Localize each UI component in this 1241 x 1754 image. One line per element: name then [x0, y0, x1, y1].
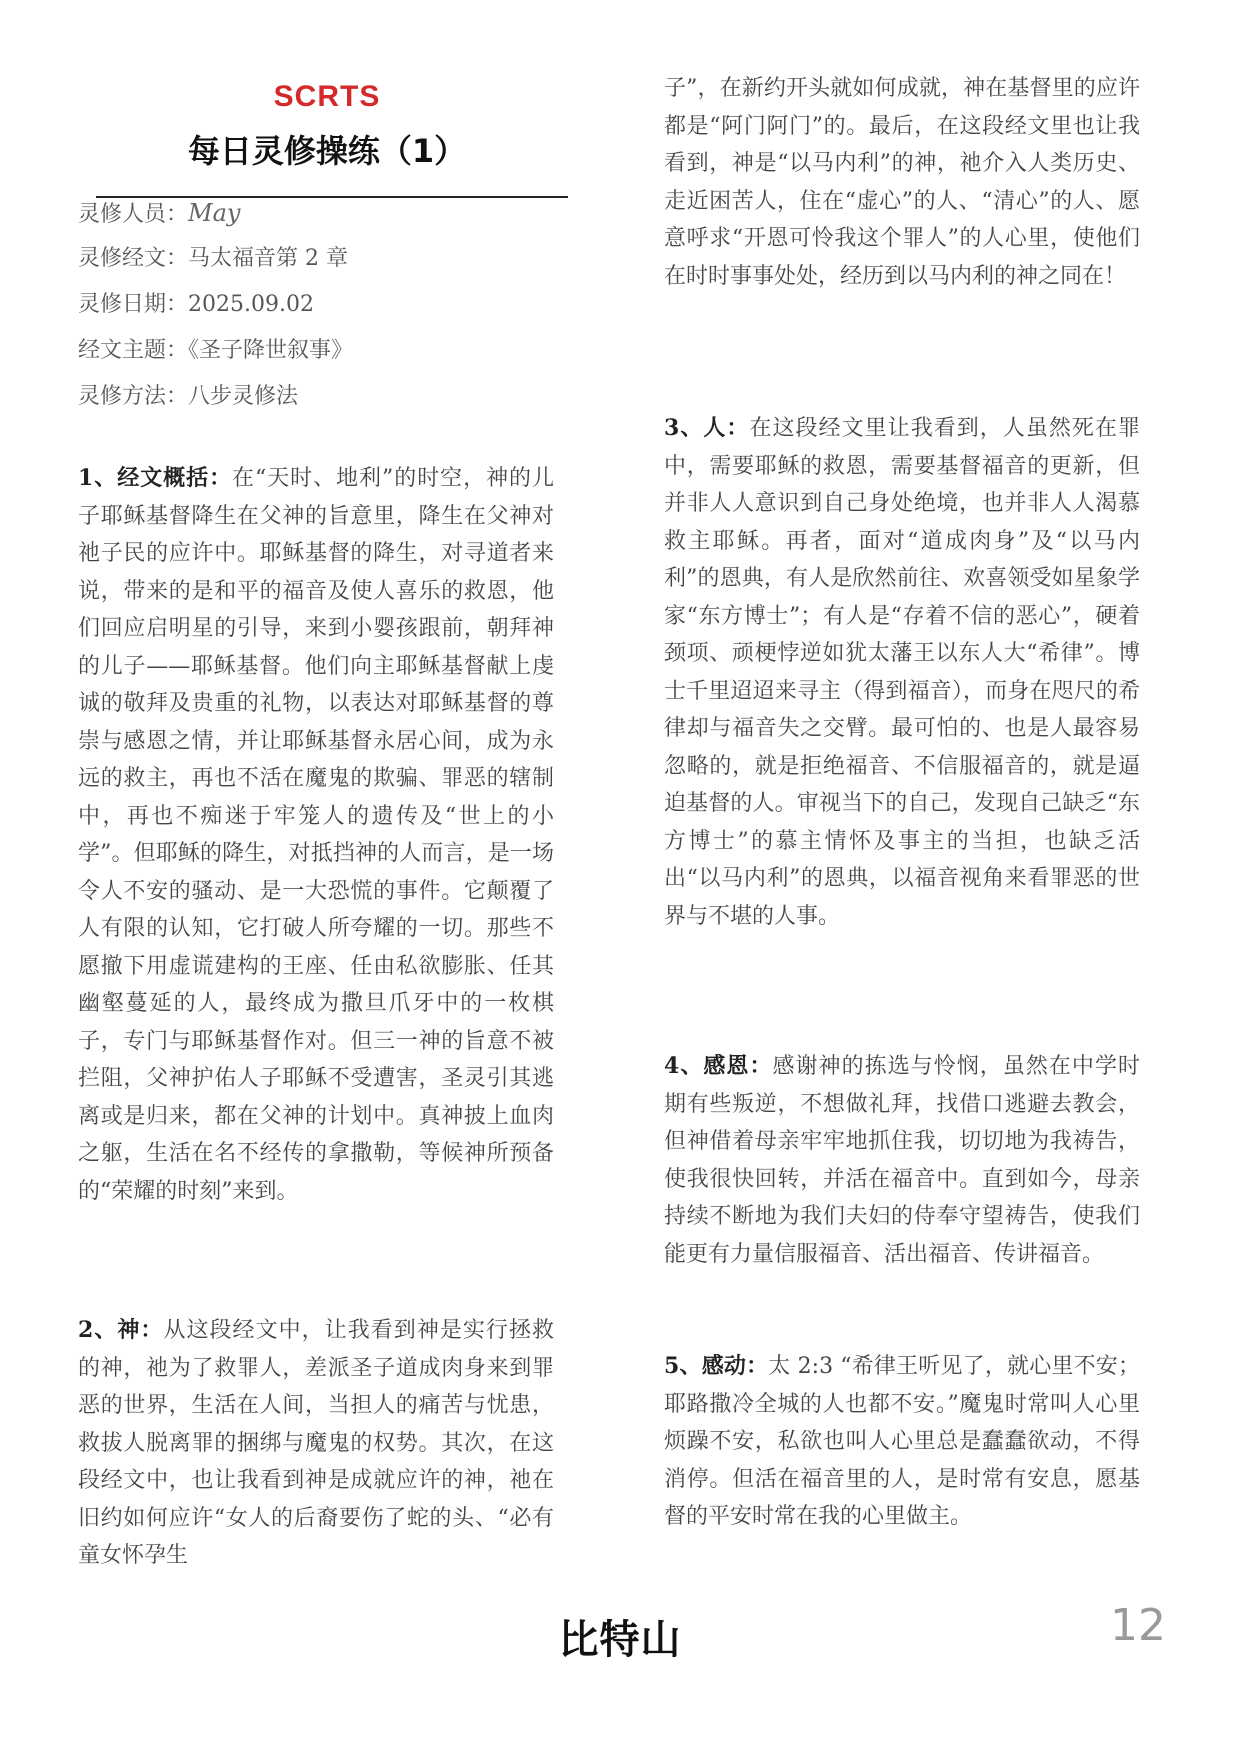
brand-title: SCRTS [273, 80, 381, 113]
section-3-man [664, 410, 1140, 935]
section-3-text: 在这段经文里让我看到，人虽然死在罪中，需要耶稣的救恩，需要基督福音的更新，但并非人人意识到自己身处绝境，也并非人人渴慕救主耶稣。再者，面对“道成肉身”及“以马内利”的恩典，有人是欣然前往、欢喜领受如星象学家“东方博士”；有人是“存着不信的恶心”，硬着颈项、顽梗悖逆如犹太藩王以东人大“希律”。博士千里迢迢来寻主（得到福音），而身在咫尺的希律却与福音失之交臂。最可怕的、也是人最容易忽略的，就是拒绝福音、不信服福音的，就是逼迫基督的人。审视当下的自己，发现自己缺乏“东方博士”的慕主情怀及事主的当担，也缺乏活出“以马内利”的恩典，以福音视角来看罪恶的世界与不堪的人事。 [664, 416, 1140, 929]
member-signature: May [188, 199, 241, 227]
section-5-label: 5、感动： [664, 1353, 769, 1379]
meta-theme [78, 336, 576, 366]
section-4-label: 4、感恩： [664, 1053, 773, 1079]
section-5-moved [664, 1348, 1140, 1536]
footer-logo: 比特山 [558, 1617, 682, 1663]
section-5-text: 太 2:3 “希律王听见了，就心里不安；耶路撒冷全城的人也都不安。”魔鬼时常叫人心里烦躁不安，私欲也叫人心里总是蠢蠢欲动，不得消停。但活在福音里的人，是时常有安息，愿基督的平安时常在我的心里做主。 [664, 1354, 1140, 1529]
section-3-label: 3、人： [664, 415, 750, 441]
section-2-continued [664, 70, 1140, 295]
section-1-summary [78, 460, 554, 1210]
meta-date [78, 290, 576, 320]
meta-scripture-value: 马太福音第 2 章 [188, 246, 348, 271]
meta-theme-value: 《圣子降世叙事》 [188, 338, 354, 363]
meta-scripture [78, 244, 576, 274]
section-2-god [78, 1312, 554, 1575]
section-2-cont-text: 子”，在新约开头就如何成就，神在基督里的应许都是“阿门阿门”的。最后，在这段经文里也让我看到，神是“以马内利”的神，祂介入人类历史、走近困苦人，住在“虚心”的人、“清心”的人、愿意呼求“开恩可怜我这个罪人”的人心里，使他们在时时事事处处，经历到以马内利的神之同在！ [664, 76, 1140, 289]
section-1-label: 1、经文概括： [78, 465, 233, 491]
section-2-text: 从这段经文中，让我看到神是实行拯救的神，祂为了救罪人，差派圣子道成肉身来到罪恶的世界，生活在人间，当担人的痛苦与忧患，救拔人脱离罪的捆绑与魔鬼的权势。其次，在这段经文中，也让我看到神是成就应许的神，祂在旧约如何应许“女人的后裔要伤了蛇的头、“必有童女怀孕生 [78, 1318, 554, 1568]
section-2-label: 2、神： [78, 1317, 164, 1343]
meta-date-label: 灵修日期： [78, 292, 189, 317]
section-4-text: 感谢神的拣选与怜悯，虽然在中学时期有些叛逆，不想做礼拜，找借口逃避去教会，但神借着母亲牢牢地抓住我，切切地为我祷告，使我很快回转，并活在福音中。直到如今，母亲持续不断地为我们夫妇的侍奉守望祷告，使我们能更有力量信服福音、活出福音、传讲福音。 [664, 1054, 1140, 1267]
meta-scripture-label: 灵修经文： [78, 246, 189, 271]
meta-theme-label: 经文主题： [78, 338, 189, 363]
page-number: 12 [1110, 1600, 1166, 1651]
meta-member-label: 灵修人员： [78, 202, 189, 227]
meta-date-value: 2025.09.02 [188, 292, 314, 317]
page-title: 每日灵修操练（1） [187, 132, 467, 170]
meta-method-value: 八步灵修法 [188, 384, 299, 409]
section-4-thanks [664, 1048, 1140, 1273]
meta-method-label: 灵修方法： [78, 384, 189, 409]
meta-method [78, 382, 576, 412]
meta-member [78, 198, 576, 230]
section-1-text: 在“天时、地利”的时空，神的儿子耶稣基督降生在父神的旨意里，降生在父神对祂子民的应许中。耶稣基督的降生，对寻道者来说，带来的是和平的福音及使人喜乐的救恩，他们回应启明星的引导，来到小婴孩跟前，朝拜神的儿子——耶稣基督。他们向主耶稣基督献上虔诚的敬拜及贵重的礼物，以表达对耶稣基督的尊崇与感恩之情，并让耶稣基督永居心间，成为永远的救主，再也不活在魔鬼的欺骗、罪恶的辖制中，再也不痴迷于牢笼人的遗传及“世上的小学”。但耶稣的降生，对抵挡神的人而言，是一场令人不安的骚动、是一大恐慌的事件。它颠覆了人有限的认知，它打破人所夸耀的一切。那些不愿撤下用虚谎建构的王座、任由私欲膨胀、任其幽壑蔓延的人，最终成为撒旦爪牙中的一枚棋子，专门与耶稣基督作对。但三一神的旨意不被拦阻，父神护佑人子耶稣不受遭害，圣灵引其逃离或是归来，都在父神的计划中。真神披上血肉之躯，生活在名不经传的拿撒勒，等候神所预备的“荣耀的时刻”来到。 [78, 466, 555, 1204]
